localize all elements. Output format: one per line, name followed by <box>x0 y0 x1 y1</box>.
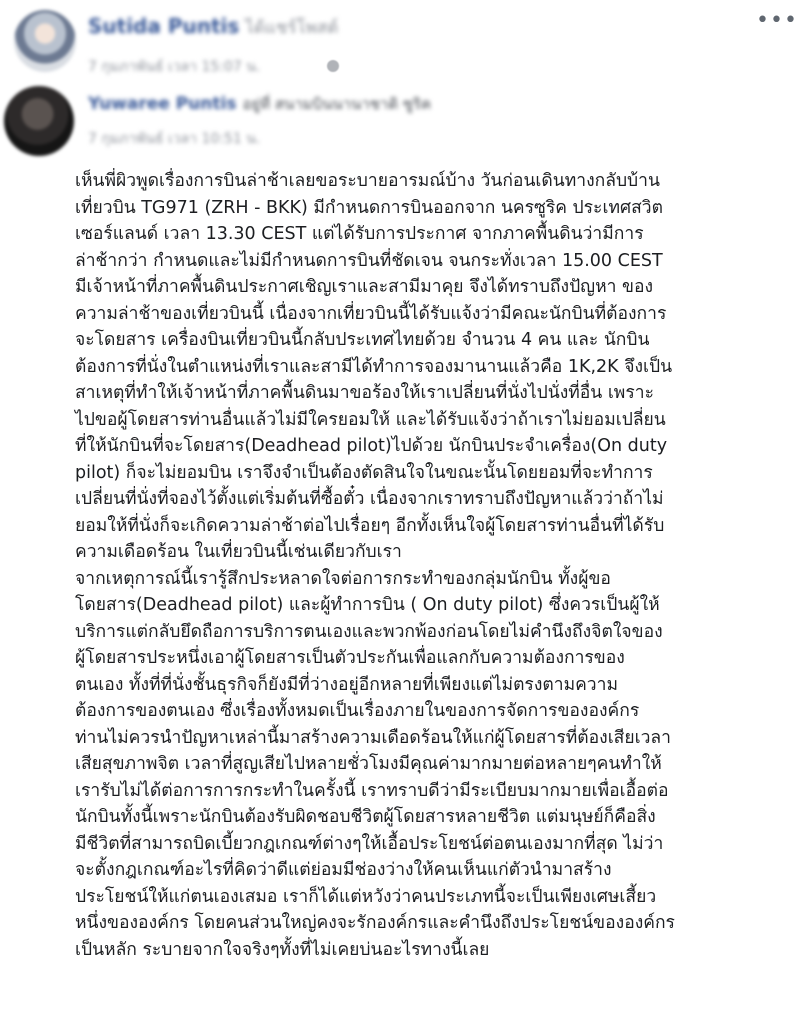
post-body <box>75 168 790 963</box>
post-header <box>0 0 800 147</box>
author-name[interactable]: Sutida Puntis <box>88 14 240 38</box>
shared-author-name-line <box>88 92 431 116</box>
globe-icon <box>327 60 339 72</box>
shared-author-location: อยู่ที่ สนามบินนานาชาติ ซูริค <box>242 95 432 113</box>
post-timestamp[interactable]: 7 กุมภาพันธ์ เวลา 15:07 น. <box>88 59 261 75</box>
author-name-suffix: ได้แชร์โพสต์ <box>245 18 339 38</box>
post-text: เห็นพี่ผิวพูดเรื่องการบินล่าช้าเลยขอระบายอารมณ์บ้าง วันก่อนเดินทางกลับบ้าน เที่ยวบิน TG971 (ZRH - BKK) มีกำหนดการบินออกจาก นครซูริค ประเทศสวิต เซอร์แลนด์ เวลา 13.30 CEST แต่ได้รับการประกาศ จากภาคพื้นดินว่ามีการ ล่าช้ากว่า กำหนดและไม่มีกำหนดการบินที่ชัดเจน จนกระทั่งเวลา 15.00 CEST มีเจ้าหน้าที่ภาคพื้นดินประกาศเชิญเราและสามีมาคุย จึงได้ทราบถึงปัญหา ของ ความล่าช้าของเที่ยวบินนี้ เนื่องจากเที่ยวบินนี้ได้รับแจ้งว่ามีคณะนักบินที่ต้องการ จะโดยสาร เครื่องบินเที่ยวบินนี้กลับประเทศไทยด้วย จำนวน 4 คน และ นักบิน ต้องการที่นั่งในตำแหน่งที่เราและสามีได้ทำการจองมานานแล้วคือ 1K,2K จึงเป็น สาเหตุที่ทำให้เจ้าหน้าที่ภาคพื้นดินมาขอร้องให้เราเปลี่ยนที่นั่งไปนั่งที่อื่น เพราะ ไปขอผู้โดยสารท่านอื่นแล้วไม่มีใครยอมให้ และได้รับแจ้งว่าถ้าเราไม่ยอมเปลี่ยน ที่ให้นักบินที่จะโดยสาร(Deadhead pilot)ไปด้วย นักบินประจำเครื่อง(On duty pilot) ก็จะไม่ยอมบิน เราจึงจำเป็นต้องตัดสินใจในขณะนั้นโดยยอมที่จะทำการ เปลี่ยนที่นั่งที่จองไว้ตั้งแต่เริ่มต้นที่ซื้อตั๋ว เนื่องจากเราทราบถึงปัญหาแล้วว่าถ้าไม่ ยอมให้ที่นั่งก็จะเกิดความล่าช้าต่อไปเรื่อยๆ อีกทั้งเห็นใจผู้โดยสารท่านอื่นที่ได้รับ ความเดือดร้อน ในเที่ยวบินนี้เช่นเดียวกับเรา จากเหตุการณ์นี้เรารู้สึกประหลาดใจต่อการกระทำของกลุ่มนักบิน ทั้งผู้ขอ โดยสาร(Deadhead pilot) และผู้ทำการบิน ( On duty pilot) ซึ่งควรเป็นผู้ให้ บริการแต่กลับยึดถือการบริการตนเองและพวกพ้องก่อนโดยไม่คำนึงถึงจิตใจของ ผู้โดยสารประหนึ่งเอาผู้โดยสารเป็นตัวประกันเพื่อแลกกับความต้องการของ ตนเอง ทั้งที่ที่นั่งชั้นธุรกิจก็ยังมีที่ว่างอยู่อีกหลายที่เพียงแต่ไม่ตรงตามความ ต้องการของตนเอง ซึ่งเรื่องทั้งหมดเป็นเรื่องภายในของการจัดการขององค์กร ท่านไม่ควรนำปัญหาเหล่านี้มาสร้างความเดือดร้อนให้แก่ผู้โดยสารที่ต้องเสียเวลา เสียสุขภาพจิต เวลาที่สูญเสียไปหลายชั่วโมงมีคุณค่ามากมายต่อหลายๆคนทำให้ เรารับไม่ได้ต่อการการกระทำในครั้งนี้ เราทราบดีว่ามีระเบียบมากมายเพื่อเอื้อต่อ นักบินทั้งนี้เพราะนักบินต้องรับผิดชอบชีวิตผู้โดยสารหลายชีวิต แต่มนุษย์ก็คือสิ่ง มีชีวิตที่สามารถบิดเบี้ยวกฎเกณฑ์ต่างๆให้เอื้อประโยชน์ต่อตนเองมากที่สุด ไม่ว่า จะตั้งกฎเกณฑ์อะไรที่คิดว่าดีแต่ย่อมมีช่องว่างให้คนเห็นแก่ตัวนำมาสร้าง ประโยชน์ให้แก่ตนเองเสมอ เราก็ได้แต่หวังว่าคนประเภทนี้จะเป็นเพียงเศษเสี้ยว หนึ่งขององค์กร โดยคนส่วนใหญ่คงจะรักองค์กรและคำนึงถึงประโยชน์ขององค์กร เป็นหลัก ระบายจากใจจริงๆทั้งที่ไม่เคยบ่นอะไรทางนี้เลย <box>75 171 675 960</box>
shared-author-avatar[interactable] <box>4 86 74 156</box>
author-avatar[interactable] <box>14 10 76 72</box>
author-name-line <box>88 14 338 41</box>
more-options-icon[interactable]: ••• <box>756 8 798 33</box>
shared-post-timestamp[interactable]: 7 กุมภาพันธ์ เวลา 10:51 น. <box>88 131 261 147</box>
shared-author-name[interactable]: Yuwaree Puntis <box>88 94 237 114</box>
